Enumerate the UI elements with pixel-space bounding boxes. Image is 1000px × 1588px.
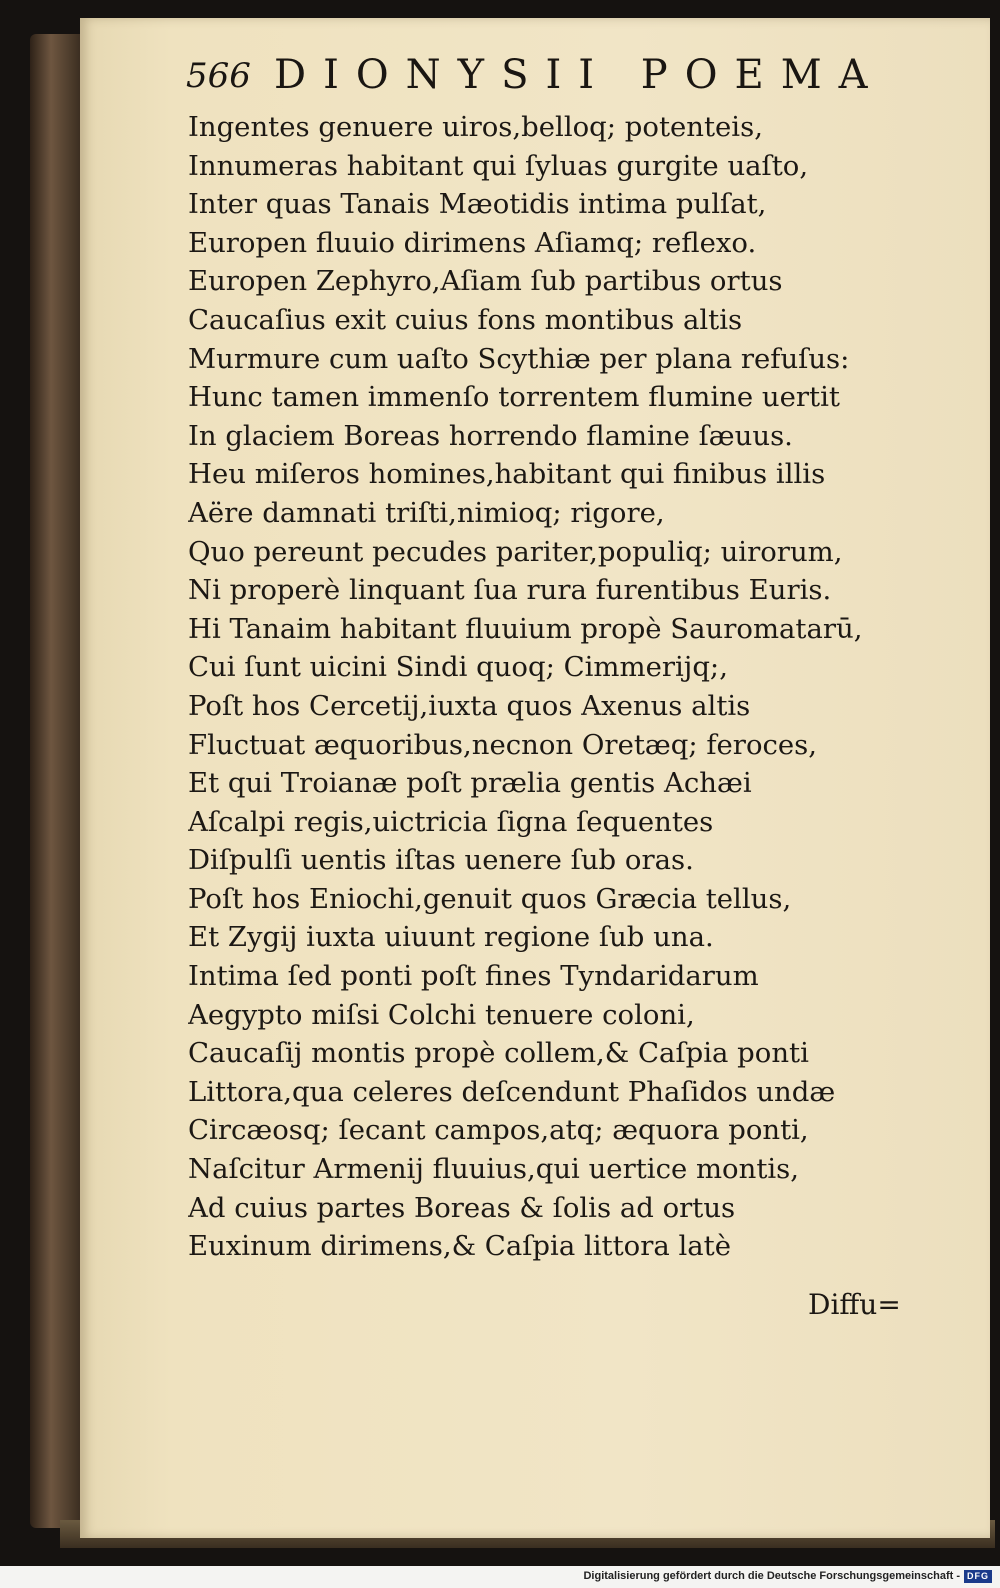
page-header (186, 52, 885, 102)
verse-line: Littora,qua celeres deſcendunt Phaſidos undæ (188, 1075, 836, 1108)
verse-line: Quo pereunt pecudes pariter,populiq; uirorum, (188, 535, 843, 568)
verse-line: Ad cuius partes Boreas & ſolis ad ortus (188, 1191, 736, 1224)
verse-line: Intima ſed ponti poſt fines Tyndaridarum (188, 960, 759, 993)
verse-line: In glaciem Boreas horrendo flamine ſæuus. (188, 419, 793, 452)
verse-line: Cui ſunt uicini Sindi quoq; Cimmerijq;, (188, 651, 728, 684)
verse-line: Aegypto miſsi Colchi tenuere coloni, (188, 998, 695, 1031)
verse-line: Caucaſius exit cuius fons montibus altis (188, 303, 743, 336)
verse-line: Et Zygij iuxta uiuunt regione ſub una. (188, 921, 714, 954)
funding-credit: Digitalisierung gefördert durch die Deutsche Forschungsgemeinschaft - (583, 1570, 960, 1582)
verse-line: Et qui Troianæ poſt prælia gentis Achæi (188, 767, 752, 800)
dfg-logo-icon: DFG (964, 1570, 992, 1583)
verse-line: Diſpulſi uentis iſtas uenere ſub oras. (188, 844, 694, 877)
verse-line: Europen Zephyro,Aſiam ſub partibus ortus (188, 265, 783, 298)
verse-line: Aſcalpi regis,uictricia ſigna ſequentes (188, 805, 714, 838)
page-number: 566 (186, 56, 251, 96)
verse-line: Caucaſij montis propè collem,& Caſpia ponti (188, 1037, 809, 1070)
verse-line: Fluctuat æquoribus,necnon Oretæq; feroces, (188, 728, 818, 761)
verse-line: Hunc tamen immenſo torrentem flumine uertit (188, 381, 840, 414)
running-title: DIONYSII POEMA (274, 52, 885, 98)
verse-line: Hi Tanaim habitant fluuium propè Sauromatarū, (188, 612, 863, 645)
verse-line: Naſcitur Armenij fluuius,qui uertice montis, (188, 1153, 800, 1186)
verse-line: Poſt hos Eniochi,genuit quos Græcia tellus, (188, 882, 792, 915)
verse-line: Ingentes genuere uiros,belloq; potenteis, (188, 111, 763, 143)
verse-line: Circæosq; ſecant campos,atq; æquora ponti, (188, 1114, 809, 1147)
verse-line: Aëre damnati triſti,nimioq; rigore, (188, 496, 665, 529)
verse-line: Poſt hos Cercetij,iuxta quos Axenus altis (188, 689, 751, 722)
catchword: Diffu= (808, 1288, 901, 1321)
footer-bar (0, 1566, 1000, 1588)
verse-line: Heu miſeros homines,habitant qui finibus illis (188, 458, 826, 491)
verse-block (188, 108, 888, 1266)
verse-line: Euxinum dirimens,& Caſpia littora latè (188, 1230, 732, 1263)
verse-line: Inter quas Tanais Mæotidis intima pulſat, (188, 188, 767, 221)
verse-line: Europen fluuio dirimens Aſiamq; reflexo. (188, 226, 757, 259)
verse-line: Ni properè linquant ſua rura furentibus Euris. (188, 574, 832, 607)
verse-line: Murmure cum uaſto Scythiæ per plana refuſus: (188, 342, 850, 375)
verse-line: Innumeras habitant qui ſyluas gurgite uaſto, (188, 149, 809, 182)
